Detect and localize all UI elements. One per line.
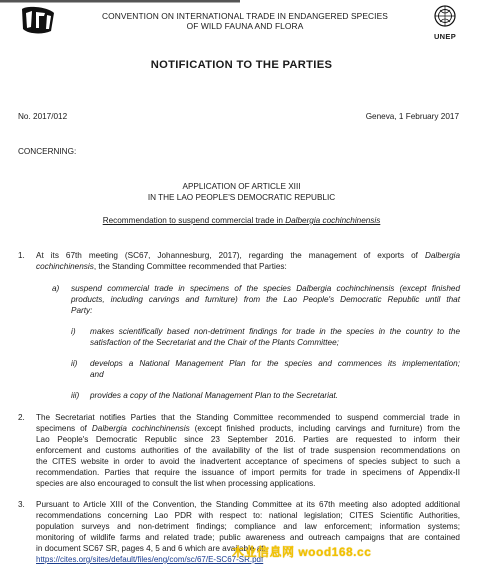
- para3-line-5: in document SC67 SR, pages 4, 5 and 6 which are available at:: [36, 544, 266, 553]
- notification-number: No. 2017/012: [18, 112, 68, 121]
- para3-line-1: Pursuant to Article XIII of the Convention, the Standing Committee at its 67th meeting also adopted additional: [36, 500, 460, 509]
- item-i-label: i): [71, 327, 76, 336]
- para3-line-2: recommendations concerning Lao PDR with respect to: national legislation; CITES Scientific Authorities,: [36, 511, 460, 520]
- para2-line-4: enforcement and customs authorities of the availability of the list of trade suspension recommendations on: [36, 446, 460, 455]
- para2-line-2a: specimens of: [36, 424, 92, 433]
- item-ii-line-2: and: [90, 370, 104, 379]
- para1-line-1: [36, 251, 460, 262]
- cites-logo-icon: [18, 5, 58, 35]
- para2-number: 2.: [18, 413, 25, 422]
- subject-line-2: IN THE LAO PEOPLE'S DEMOCRATIC REPUBLIC: [147, 193, 336, 202]
- item-iii-line-1: provides a copy of the National Management Plan to the Secretariat.: [90, 391, 339, 400]
- para2-line-6: recommendation. Parties that require the issuance of import permits for trade in specimens of Appendix-II: [36, 468, 460, 477]
- item-i-line-1: makes scientifically based non-detriment findings for trade in the species in the country to the: [90, 327, 460, 336]
- para1-line-1a: At its 67th meeting (SC67, Johannesburg, 2017), regarding the management of exports of: [36, 251, 425, 260]
- unep-globe-icon: [434, 5, 456, 27]
- para2-line-1: The Secretariat notifies Parties that the Standing Committee recommended to suspend commercial trade in: [36, 413, 460, 422]
- para2-line-7: species are also encouraged to consult the list when processing applications.: [36, 479, 316, 488]
- para3-line-4: monitoring of wildlife farms and related trade; public awareness and outreach campaigns that are contained: [36, 533, 460, 542]
- concerning-label: CONCERNING:: [18, 147, 77, 156]
- convention-line-2: OF WILD FAUNA AND FLORA: [186, 21, 304, 31]
- para2-line-2c: (except finished products, including carvings and furniture) from the: [189, 424, 460, 433]
- subject-line-1: APPLICATION OF ARTICLE XIII: [182, 182, 301, 191]
- unep-logo-text: UNEP: [433, 32, 457, 41]
- recommendation-species: Dalbergia cochinchinensis: [285, 216, 381, 225]
- para1-line-2: [36, 262, 287, 273]
- para2-line-2: [36, 424, 460, 435]
- para2-line-3: Lao People's Democratic Republic since 23 September 2016. Parties are requested to inform their: [36, 435, 460, 444]
- para1-number: 1.: [18, 251, 25, 260]
- watermark: 木业信息网 wood168.cc: [232, 545, 372, 559]
- item-ii-line-1: develops a National Management Plan for the species and commences its implementation;: [90, 359, 460, 368]
- item-i-line-2: satisfaction of the Secretariat and the Chair of the Plants Committee;: [90, 338, 339, 347]
- para2-line-2b: Dalbergia cochinchinensis: [91, 424, 190, 433]
- item-a-line-1: suspend commercial trade in specimens of the species Dalbergia cochinchinensis (except finished: [71, 284, 460, 293]
- para1-line-2b: , the Standing Committee recommended that Parties:: [93, 262, 287, 271]
- unep-logo: [426, 5, 464, 41]
- item-ii-label: ii): [71, 359, 78, 368]
- cites-logo: [18, 5, 58, 35]
- para3-number: 3.: [18, 500, 25, 509]
- item-a-label: a): [52, 284, 60, 293]
- item-a-line-2: products, including carvings and furniture) from the Lao People's Democratic Republic until that: [71, 295, 460, 304]
- recommendation-prefix: Recommendation to suspend commercial trade in: [102, 216, 286, 225]
- convention-line-1: CONVENTION ON INTERNATIONAL TRADE IN ENDANGERED SPECIES: [102, 11, 388, 21]
- para1-line-1b: Dalbergia: [424, 251, 460, 260]
- recommendation-heading: [0, 216, 483, 227]
- item-iii-label: iii): [71, 391, 80, 400]
- para2-line-5: the CITES website in order to avoid the inadvertent acceptance of specimens of species subject to such a: [36, 457, 460, 466]
- sc67-report-link[interactable]: https://cites.org/sites/default/files/eng/com/sc/67/E-SC67-SR.pdf: [36, 555, 264, 564]
- notification-title: NOTIFICATION TO THE PARTIES: [150, 59, 333, 71]
- place-date: Geneva, 1 February 2017: [365, 112, 459, 121]
- para3-line-3: population surveys and non-detriment findings; compliance and law enforcement; information systems;: [36, 522, 460, 531]
- para1-line-2a: cochinchinensis: [36, 262, 94, 271]
- cropped-header-strip: [0, 0, 483, 6]
- item-a-line-3: Party:: [71, 306, 93, 315]
